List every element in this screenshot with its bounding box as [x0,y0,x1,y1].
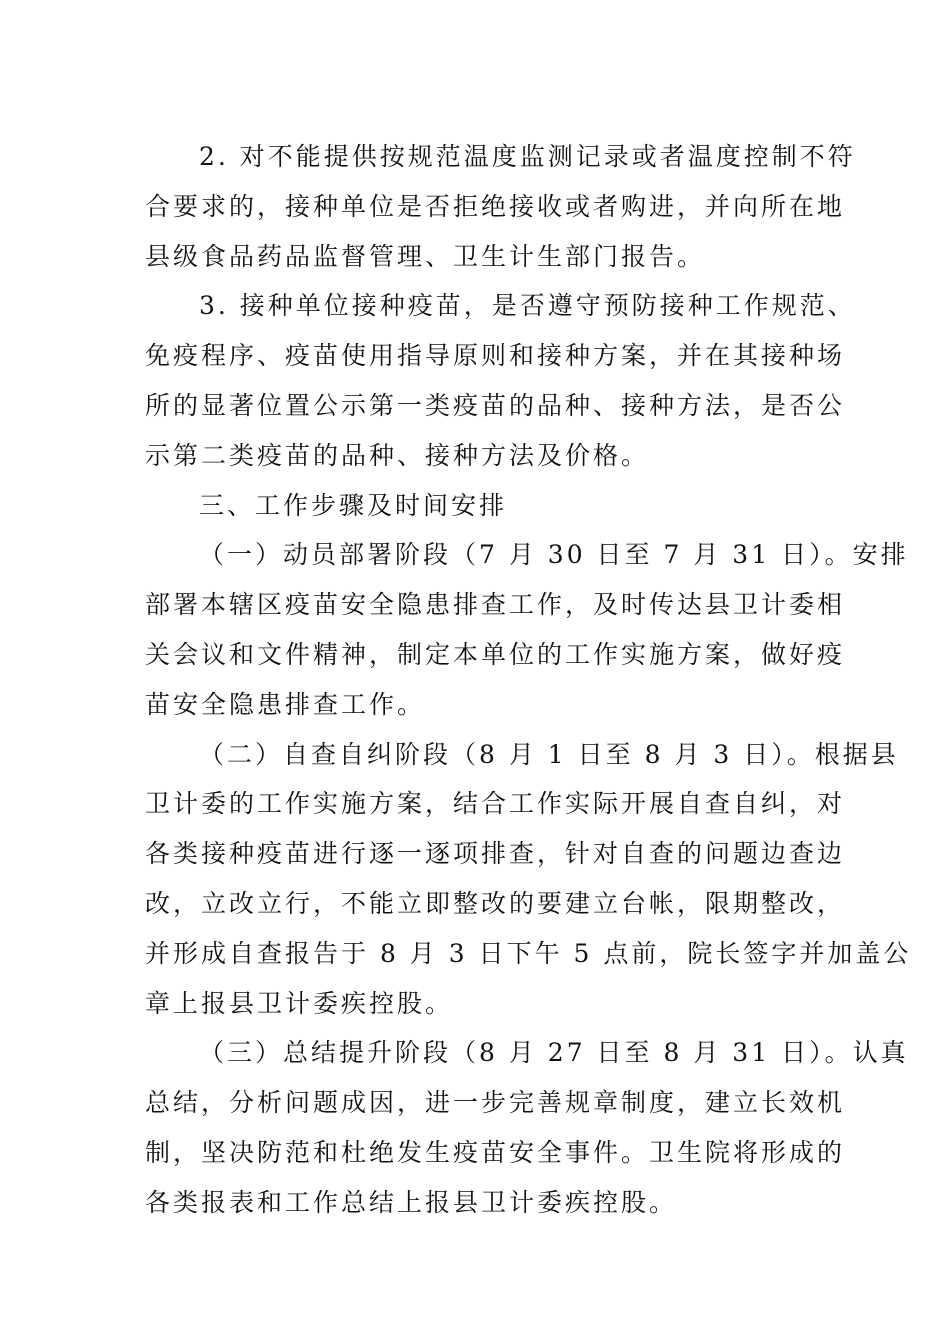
heading-line: 三、工作步骤及时间安排 [199,490,508,520]
text-line: 关会议和文件精神，制定本单位的工作实施方案，做好疫 [145,639,846,669]
text-line: 各类报表和工作总结上报县卫计委疾控股。 [145,1187,678,1217]
text-line: 部署本辖区疫苗安全隐患排查工作，及时传达县卫计委相 [145,590,846,620]
document-body [145,132,912,1228]
section-heading [145,481,810,531]
text-line: 免疫程序、疫苗使用指导原则和接种方案，并在其接种场 [145,341,846,371]
paragraph-phase-1 [145,530,909,729]
text-line: 制，坚决防范和杜绝发生疫苗安全事件。卫生院将形成的 [145,1137,846,1167]
text-line: （一）动员部署阶段（7 月 30 日至 7 月 31 日）。安排 [199,540,909,570]
paragraph-phase-3 [145,1028,909,1227]
paragraph-item-2 [145,132,856,281]
text-line: 示第二类疫苗的品种、接种方法及价格。 [145,440,650,470]
text-line: 卫计委的工作实施方案，结合工作实际开展自查自纠，对 [145,789,846,819]
text-line: （三）总结提升阶段（8 月 27 日至 8 月 31 日）。认真 [199,1038,909,1068]
text-line: 总结，分析问题成因，进一步完善规章制度，建立长效机 [145,1088,846,1118]
paragraph-phase-2 [145,730,912,1029]
text-line: 苗安全隐患排查工作。 [145,689,426,719]
text-line: 改，立改立行，不能立即整改的要建立台帐，限期整改， [145,888,846,918]
text-line: 章上报县卫计委疾控股。 [145,988,454,1018]
text-line: 合要求的，接种单位是否拒绝接收或者购进，并向所在地 [145,191,846,221]
paragraph-item-3 [145,281,856,480]
text-line: 县级食品药品监督管理、卫生计生部门报告。 [145,241,706,271]
text-line: 所的显著位置公示第一类疫苗的品种、接种方法，是否公 [145,390,846,420]
text-line: 3. 接种单位接种疫苗，是否遵守预防接种工作规范、 [199,291,856,321]
text-line: 2. 对不能提供按规范温度监测记录或者温度控制不符 [199,142,856,171]
text-line: 并形成自查报告于 8 月 3 日下午 5 点前，院长签字并加盖公 [145,938,912,968]
text-line: 各类接种疫苗进行逐一逐项排查，针对自查的问题边查边 [145,839,846,869]
text-line: （二）自查自纠阶段（8 月 1 日至 8 月 3 日）。根据县 [199,739,899,769]
